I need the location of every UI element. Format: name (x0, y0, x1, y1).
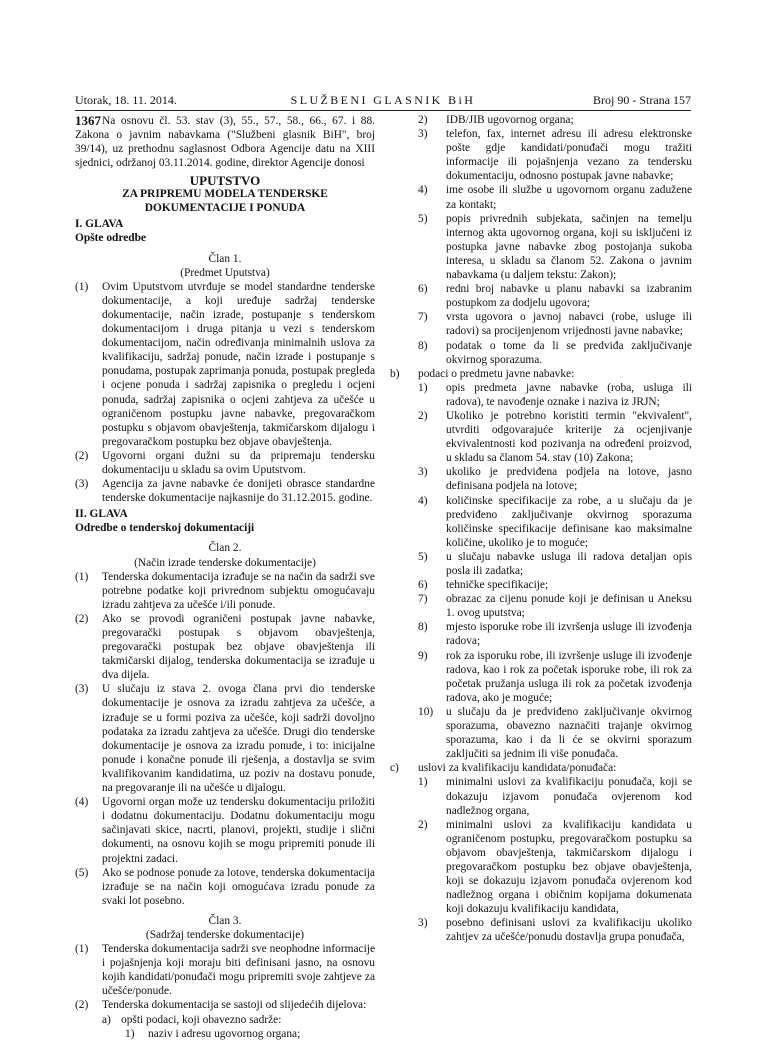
list-item (75, 612, 375, 682)
chapter-heading: II. GLAVA (75, 508, 128, 521)
list-item (75, 570, 375, 612)
right-column (390, 113, 692, 945)
list-marker: 3) (418, 917, 428, 930)
article-2-list (75, 570, 375, 908)
list-text: Ako se provodi ograničeni postupak javne nabavke, pregovarački postupak s objavom obavještenja, pregovarački postupak bez objave obavještenja ili takmičarski dijalog, tenderska dokumentacija se izrađuje u dva dijela. (102, 612, 375, 682)
list-text: Tenderska dokumentacija se sastoji od slijedećih dijelova: (102, 999, 367, 1012)
list-text: Ukoliko je potrebno koristiti termin "ekvivalent", utvrditi odgovarajuće kriterije za ocjenjivanje ekvivalentnosti kod pozivanja na određeni proizvod, u skladu sa članom 54. stav (10) Zakona; (446, 409, 692, 465)
list-text: redni broj nabavke u planu nabavki sa izabranim postupkom za dodjelu ugovora; (446, 283, 692, 310)
document-number: 1367 (75, 113, 101, 128)
document-subtitle-line2: DOKUMENTACIJE I PONUDA (144, 201, 306, 214)
list-text: podatak o tome da li se predviđa zaključivanje okvirnog sporazuma. (446, 339, 692, 366)
list-marker: b) (390, 367, 400, 380)
document-title: UPUTSTVO (189, 173, 261, 189)
list-text: opis predmeta javne nabavke (roba, usluga ili radova), te navođenje oznake i naziva iz JRJN; (446, 381, 692, 408)
issue-date: Utorak, 18. 11. 2014. (75, 93, 177, 107)
article-3-list (75, 942, 375, 1012)
article-number: Član 2. (208, 542, 242, 555)
list-marker: (2) (75, 999, 89, 1012)
list-marker: 2) (418, 409, 428, 422)
list-text: naziv i adresu ugovornog organa; (148, 1027, 301, 1040)
list-item (390, 367, 692, 381)
list-text: tehničke specifikacije; (446, 579, 549, 592)
list-marker: 3) (418, 466, 428, 479)
list-item (390, 761, 692, 775)
list-item (390, 212, 692, 282)
list-text: ukoliko je predviđena podjela na lotove, jasno definisana podjela na lotove; (446, 466, 692, 493)
list-text: minimalni uslovi za kvalifikaciju kandidata u ograničenom postupku, pregovaračkom postupku sa objavom obavještenja, takmičarskom dijalogu i pregovaračkom postupku bez objave obavještenja, koji se dokazuju izjavom ponuđača ovjerenom kod nadležnog organa i običnim kopijama dokumenata koji dokazuju kvalifikaciju kandidata, (446, 818, 692, 916)
list-item (390, 409, 692, 465)
list-item (390, 183, 692, 211)
list-marker: 6) (418, 579, 428, 592)
list-marker: 10) (418, 705, 434, 718)
list-item (390, 127, 692, 183)
preamble: Na osnovu čl. 53. stav (3), 55., 57., 58., 66., 67. i 88. Zakona o javnim nabavkama ("Službeni glasnik BiH", broj 39/14), uz prethodnu saglasnost Odbora Agencije datu na XIII sjednici, održanoj 03.11.2014. godine, direktor Agencije donosi (75, 115, 375, 170)
list-item (390, 339, 692, 367)
list-item (75, 998, 375, 1012)
list-text: posebno definisani uslovi za kvalifikaciju ukoliko zahtjev za učešće/ponudu dostavlja grupa ponuđača, (446, 917, 692, 944)
list-item (390, 465, 692, 493)
list-marker: 1) (418, 381, 428, 394)
list-text: u slučaju da je predviđeno zaključivanje okvirnog sporazuma, obavezno naznačiti trajanje okvirnog sporazuma, kao i da li će se okvirni sporazum zaključiti sa jednim ili više ponuđača. (446, 705, 692, 761)
article-name: (Predmet Uputstva) (180, 266, 270, 279)
list-text: minimalni uslovi za kvalifikaciju ponuđača, koji se dokazuju izjavom ponuđača ovjerenom kod nadležnog organa, (446, 776, 692, 817)
list-text: Agencija za javne nabavke će donijeti obrasce standardne tenderske dokumentacije najkasnije do 31.12.2015. godine. (102, 478, 375, 505)
list-marker: (1) (75, 943, 89, 956)
list-text: podaci o predmetu javne nabavke: (418, 367, 575, 380)
list-item (75, 795, 375, 865)
list-marker: 4) (418, 184, 428, 197)
list-marker: 3) (418, 128, 428, 141)
list-marker: a) (102, 1013, 111, 1026)
list-text: obrazac za cijenu ponude koji je definisan u Aneksu 1. ovog uputstva; (446, 593, 692, 620)
chapter-heading: I. GLAVA (75, 218, 124, 231)
list-marker: (1) (75, 280, 89, 293)
list-marker: (3) (75, 683, 89, 696)
list-text: uslovi za kvalifikaciju kandidata/ponuđača: (418, 762, 617, 775)
article-name: (Način izrade tenderske dokumentacije) (134, 556, 316, 569)
article-name: (Sadržaj tenderske dokumentacije) (145, 928, 305, 941)
list-item (75, 682, 375, 795)
list-marker: 9) (418, 649, 428, 662)
list-item (390, 620, 692, 648)
left-column (75, 113, 375, 1041)
list-text: Ako se podnose ponude za lotove, tenderska dokumentacija izrađuje se na način koji omogućava izradu ponude za svaki lot posebno. (102, 866, 375, 907)
list-marker: 5) (418, 212, 428, 225)
list-marker: 5) (418, 550, 428, 563)
list-text: Ugovorni organi dužni su da pripremaju tendersku dokumentaciju u skladu sa ovim Uputstvom. (102, 449, 375, 476)
list-item (75, 477, 375, 505)
list-marker: c) (390, 762, 399, 775)
list-item (390, 381, 692, 409)
list-marker: (4) (75, 796, 89, 809)
list-marker: (5) (75, 866, 89, 879)
list-item (390, 649, 692, 705)
article-number: Član 3. (208, 914, 242, 927)
document-subtitle-line1: ZA PRIPREMU MODELA TENDERSKE (122, 188, 328, 201)
list-text: rok za isporuku robe, ili izvršenje usluge ili izvođenje radova, kao i rok za početak isporuke robe, ili rok za početak pružanja usluga ili rok za početak izvođenja radova, ako je moguće; (446, 649, 692, 704)
list-marker: 7) (418, 593, 428, 606)
list-text: Tenderska dokumentacija sadrži sve neophodne informacije i pojašnjenja koji moraju biti definisani jasno, na osnovu kojih kandidati/ponuđači mogu pripremiti svoje zahtjeve za učešće/ponude. (102, 943, 375, 998)
list-item (390, 494, 692, 550)
list-item (390, 550, 692, 578)
section-c-list (390, 775, 692, 944)
list-text: popis privrednih subjekata, sačinjen na temelju internog akta ugovornog organa, koji su isključeni iz postupka javne nabavke zbog postojanja sukoba interesa, u skladu sa članom 52. Zakona o javnim nabavkama (u daljem tekstu: Zakon); (446, 212, 692, 282)
issue-page-number: Broj 90 - Strana 157 (593, 93, 691, 107)
list-marker: 1) (418, 776, 428, 789)
list-text: telefon, fax, internet adresu ili adresu elektronske pošte gdje kandidati/ponuđači mogu tražiti informacije ili pojašnjenja vezano za tendersku dokumentaciju, odnosno postupak javne nabavke; (446, 128, 692, 183)
list-text: količinske specifikacije za robe, a u slučaju da je predviđeno zaključivanje okvirnog sporazuma količinske specifikacije definisane kao maksimalne količine, ukoliko je to moguće; (446, 494, 692, 549)
section-a-list (390, 113, 692, 367)
list-text: Ovim Uputstvom utvrđuje se model standardne tenderske dokumentacije, a koji uređuje sadržaj tenderske dokumentacije, način izrade, postupanje s tenderskom dokumentacijom i druga pitanja u vezi s tenderskom dokumentacijom, način određivanja minimalnih uslova za kvalifikaciju, sadržaj ponude, način izrade i postupanje s ponudama, postupak zaprimanja ponuda, postupak pregleda i ocjene ponuda i sadržaj zapisnika o pregledu i ocjeni ponuda, sadržaj zapisnika o ocjeni zahtjeva za učešće u ograničenom postupku javne nabavke, pregovaračkom postupku s objavom obavještenja, takmičarskom dijalogu i pregovaračkom postupku bez objave obavještenja. (102, 280, 375, 448)
list-item (390, 705, 692, 761)
list-text: Tenderska dokumentacija izrađuje se na način da sadrži sve potrebne podatke koji privrednom subjektu omogućavaju izradu zahtjeva za učešće i/ili ponude. (102, 570, 375, 611)
list-text: mjesto isporuke robe ili izvršenja usluge ili izvođenja radova; (446, 621, 692, 648)
list-marker: (2) (75, 612, 89, 625)
list-item (75, 1027, 375, 1041)
list-marker: (2) (75, 449, 89, 462)
list-item (390, 282, 692, 310)
section-b-list (390, 381, 692, 762)
header-rule (75, 110, 691, 111)
list-marker: 6) (418, 283, 428, 296)
page-header (75, 93, 691, 109)
list-text: IDB/JIB ugovornog organa; (446, 114, 574, 126)
list-marker: 2) (418, 114, 428, 126)
list-item (75, 449, 375, 477)
list-item (390, 578, 692, 592)
list-text: Ugovorni organ može uz tendersku dokumentaciju priložiti i dodatnu dokumentaciju. Dodatnu dokumentaciju mogu sačinjavati skice, nacrti, planovi, projekti, studije i slični dokumenti, na osnovu kojih se mogu pripremiti ponude ili projektni zadaci. (102, 796, 375, 865)
list-text: u slučaju nabavke usluga ili radova detaljan opis posla ili zadatka; (446, 550, 692, 577)
chapter-name: Opšte odredbe (75, 232, 146, 245)
list-item (390, 916, 692, 944)
list-item (75, 280, 375, 449)
list-marker: 1) (125, 1027, 135, 1040)
list-marker: 7) (418, 311, 428, 324)
list-text: ime osobe ili službe u ugovornom organu zadužene za kontakt; (446, 184, 692, 211)
list-marker: 4) (418, 494, 428, 507)
list-text: vrsta ugovora o javnoj nabavci (robe, usluge ili radovi) sa procijenjenom vrijednosti javne nabavke; (446, 311, 692, 338)
list-item (75, 866, 375, 908)
chapter-name: Odredbe o tenderskoj dokumentaciji (75, 522, 255, 535)
list-item (75, 1013, 375, 1027)
list-item (390, 113, 692, 127)
list-item (390, 775, 692, 817)
article-1-list (75, 280, 375, 506)
list-text: U slučaju iz stava 2. ovoga člana prvi dio tenderske dokumentacije je osnova za izradu zahtjeva za učešće, a izrađuje se u formi poziva za učešće, koji sadrži dovoljno podataka za izradu zahtjeva za učešće. Drugi dio tenderske dokumentacije je osnova za izradu ponude, i to: inicijalne ponude i konačne ponude ili rješenja, a dostavlja se svim kvalifikovanim kandidatima, uz poziv na dostavu ponude, na pregovaranje ili na učešće u dijalogu. (102, 683, 375, 795)
publication-title: SLUŽBENI GLASNIK BiH (290, 93, 476, 107)
list-marker: (3) (75, 478, 89, 491)
list-text: opšti podaci, koji obavezno sadrže: (121, 1013, 282, 1026)
list-marker: 8) (418, 339, 428, 352)
list-item (390, 310, 692, 338)
list-marker: (1) (75, 570, 89, 583)
article-number: Član 1. (208, 252, 242, 265)
list-item (75, 942, 375, 998)
list-item (390, 818, 692, 917)
list-item (390, 592, 692, 620)
list-marker: 2) (418, 818, 428, 831)
list-marker: 8) (418, 621, 428, 634)
